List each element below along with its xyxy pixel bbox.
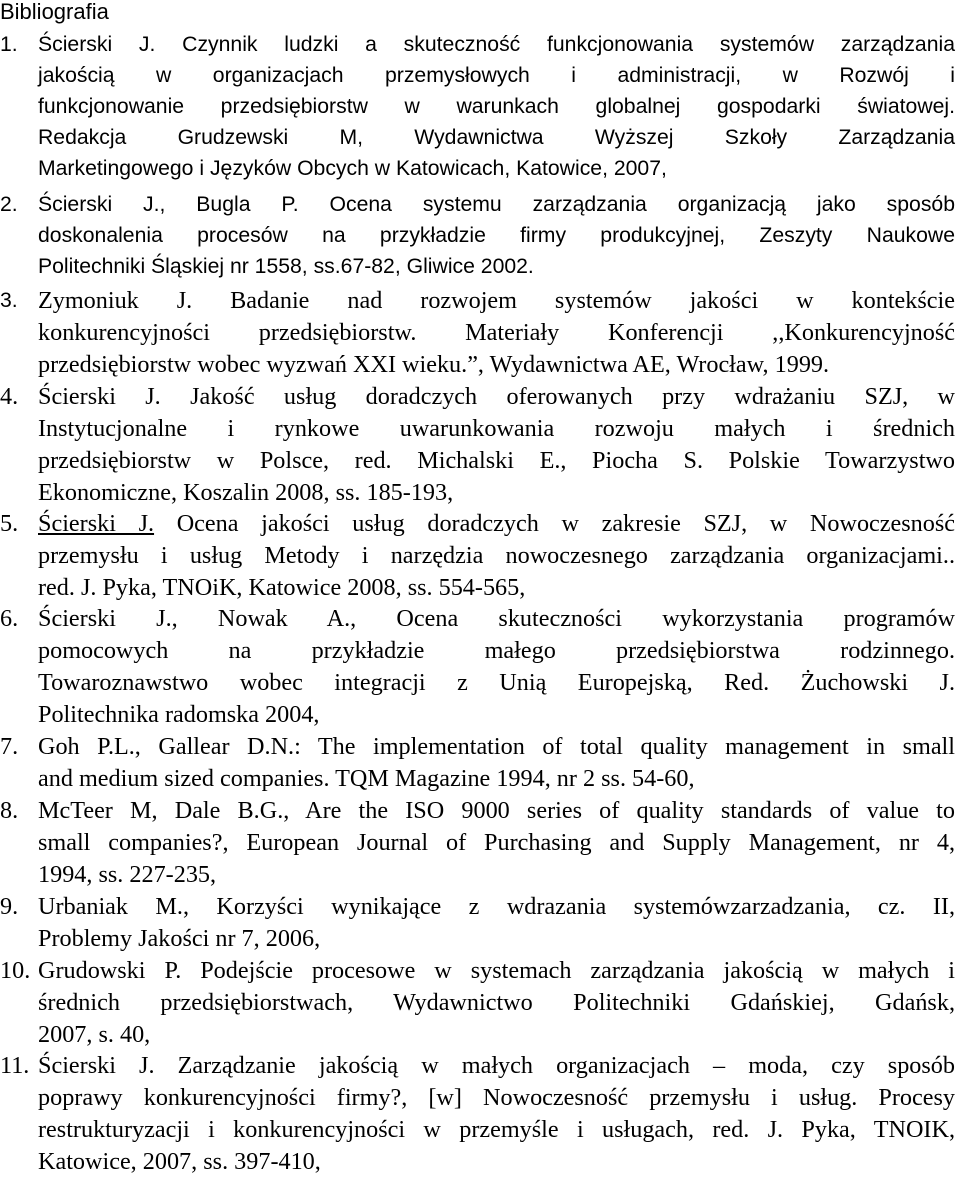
entry-number: 5. bbox=[0, 510, 19, 537]
entry-line: poprawy konkurencyjności firmy?, [w] Nowoczesność przemysłu i usług. Procesy bbox=[38, 1084, 955, 1111]
entry-line: jakością w organizacjach przemysłowych i administracji, w Rozwój i bbox=[38, 64, 955, 87]
entry-line: restrukturyzacji i konkurencyjności w przemyśle i usługach, red. J. Pyka, TNOIK, bbox=[38, 1116, 955, 1143]
entry-line: Ścierski J., Nowak A., Ocena skuteczności wykorzystania programów bbox=[38, 605, 955, 632]
entry-number: 9. bbox=[0, 893, 19, 920]
entry-line: Redakcja Grudzewski M, Wydawnictwa Wyższej Szkoły Zarządzania bbox=[38, 126, 955, 149]
entry-line: przedsiębiorstw w Polsce, red. Michalski E., Piocha S. Polskie Towarzystwo bbox=[38, 447, 955, 474]
entry-number: 8. bbox=[0, 797, 19, 824]
entry-number: 2. bbox=[0, 193, 18, 216]
underlined-author: Ścierski J. bbox=[38, 510, 155, 537]
entry-line: Ścierski J. Jakość usług doradczych oferowanych przy wdrażaniu SZJ, w bbox=[38, 383, 955, 410]
entry-line: 2007, s. 40, bbox=[38, 1021, 151, 1048]
entry-line: funkcjonowanie przedsiębiorstw w warunkach globalnej gospodarki światowej. bbox=[38, 95, 955, 118]
entry-line: Grudowski P. Podejście procesowe w systemach zarządzania jakością w małych i bbox=[38, 957, 955, 984]
entry-line: przedsiębiorstw wobec wyzwań XXI wieku.”, Wydawnictwa AE, Wrocław, 1999. bbox=[38, 351, 830, 378]
entry-line: Problemy Jakości nr 7, 2006, bbox=[38, 925, 321, 952]
entry-line: przemysłu i usług Metody i narzędzia nowoczesnego zarządzania organizacjami.. bbox=[38, 542, 955, 569]
entry-number: 7. bbox=[0, 733, 19, 760]
entry-line: Politechniki Śląskiej nr 1558, ss.67-82, Gliwice 2002. bbox=[38, 255, 534, 278]
entry-number: 6. bbox=[0, 605, 19, 632]
entry-line: doskonalenia procesów na przykładzie firmy produkcyjnej, Zeszyty Naukowe bbox=[38, 224, 955, 247]
entry-line: Goh P.L., Gallear D.N.: The implementation of total quality management in small bbox=[38, 733, 955, 760]
entry-number: 1. bbox=[0, 33, 18, 56]
entry-number: 4. bbox=[0, 383, 19, 410]
entry-line: red. J. Pyka, TNOiK, Katowice 2008, ss. 554-565, bbox=[38, 574, 526, 601]
entry-line: small companies?, European Journal of Purchasing and Supply Management, nr 4, bbox=[38, 829, 955, 856]
entry-line: Ścierski J. Czynnik ludzki a skuteczność funkcjonowania systemów zarządzania bbox=[38, 33, 955, 56]
entry-line: Instytucjonalne i rynkowe uwarunkowania rozwoju małych i średnich bbox=[38, 415, 955, 442]
entry-line: 1994, ss. 227-235, bbox=[38, 861, 217, 888]
entry-line: Marketingowego i Języków Obcych w Katowicach, Katowice, 2007, bbox=[38, 157, 667, 180]
entry-line: Towaroznawstwo wobec integracji z Unią Europejską, Red. Żuchowski J. bbox=[38, 669, 955, 696]
bibliography-heading: Bibliografia bbox=[0, 0, 109, 24]
entry-line-rest: Ocena jakości usług doradczych w zakresie SZJ, w Nowoczesność bbox=[154, 510, 955, 537]
entry-line: Ścierski J. Zarządzanie jakością w małych organizacjach – moda, czy sposób bbox=[38, 1052, 955, 1079]
entry-line: średnich przedsiębiorstwach, Wydawnictwo Politechniki Gdańskiej, Gdańsk, bbox=[38, 989, 955, 1016]
entry-line: konkurencyjności przedsiębiorstw. Materiały Konferencji ,,Konkurencyjność bbox=[38, 319, 955, 346]
entry-number: 11. bbox=[0, 1052, 30, 1079]
entry-number: 3. bbox=[0, 289, 18, 312]
entry-line: McTeer M, Dale B.G., Are the ISO 9000 series of quality standards of value to bbox=[38, 797, 955, 824]
entry-line: Zymoniuk J. Badanie nad rozwojem systemów jakości w kontekście bbox=[38, 287, 955, 314]
entry-line: and medium sized companies. TQM Magazine 1994, nr 2 ss. 54-60, bbox=[38, 765, 695, 792]
entry-line: Ekonomiczne, Koszalin 2008, ss. 185-193, bbox=[38, 479, 454, 506]
entry-line: Ścierski J., Bugla P. Ocena systemu zarządzania organizacją jako sposób bbox=[38, 193, 955, 216]
entry-line: Politechnika radomska 2004, bbox=[38, 701, 320, 728]
entry-line: Katowice, 2007, ss. 397-410, bbox=[38, 1148, 321, 1175]
entry-line: Urbaniak M., Korzyści wynikające z wdrazania systemówzarzadzania, cz. II, bbox=[38, 893, 955, 920]
entry-number: 10. bbox=[0, 957, 31, 984]
entry-line bbox=[38, 508, 955, 540]
entry-line: pomocowych na przykładzie małego przedsiębiorstwa rodzinnego. bbox=[38, 637, 955, 664]
